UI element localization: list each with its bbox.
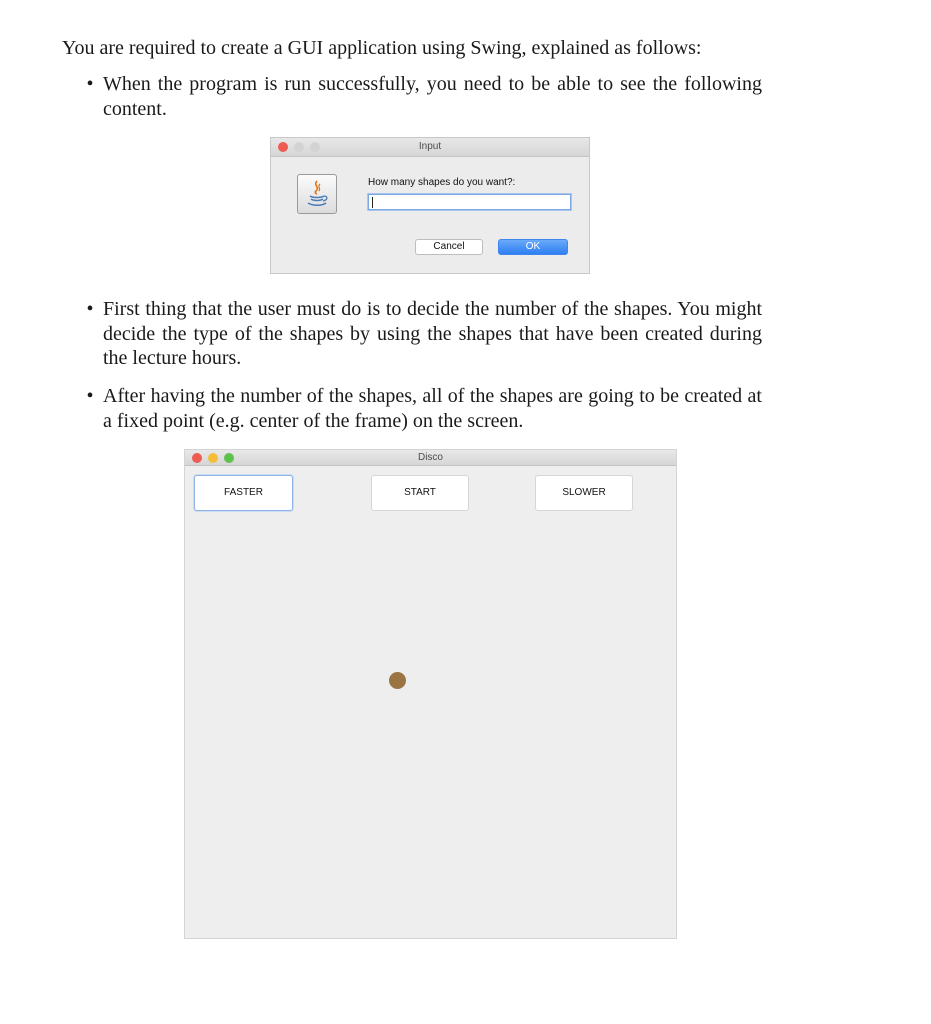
- minimize-window-button[interactable]: [208, 453, 218, 463]
- faster-button[interactable]: FASTER: [194, 475, 293, 511]
- bullet-text: First thing that the user must do is to decide the number of the shapes. You might decide the type of the shapes by using the shapes that have been created during the lecture hours.: [103, 298, 762, 369]
- java-icon: [297, 174, 337, 214]
- ok-button[interactable]: OK: [498, 239, 568, 255]
- cancel-button[interactable]: Cancel: [415, 239, 483, 255]
- close-window-button[interactable]: [278, 142, 288, 152]
- shape-count-input[interactable]: [368, 194, 571, 210]
- bullet-item: [82, 72, 762, 121]
- circle-shape: [389, 672, 406, 689]
- disco-title: Disco: [417, 452, 443, 463]
- bullet-text: When the program is run successfully, you need to be able to see the following content.: [103, 73, 762, 120]
- dialog-titlebar: [271, 138, 589, 157]
- zoom-window-button[interactable]: [310, 142, 320, 152]
- bullet-dot: •: [86, 298, 94, 320]
- bullet-dot: •: [86, 73, 94, 95]
- disco-window: [184, 449, 677, 939]
- zoom-window-button[interactable]: [224, 453, 234, 463]
- slower-button[interactable]: SLOWER: [535, 475, 633, 511]
- disco-titlebar: [185, 450, 676, 466]
- dialog-prompt: How many shapes do you want?:: [368, 177, 516, 188]
- bullet-item: [82, 384, 762, 433]
- bullet-item: [82, 297, 762, 371]
- minimize-window-button[interactable]: [294, 142, 304, 152]
- close-window-button[interactable]: [192, 453, 202, 463]
- start-button[interactable]: START: [371, 475, 469, 511]
- bullet-text: After having the number of the shapes, all of the shapes are going to be created at a fixed point (e.g. center of the frame) on the screen.: [103, 385, 762, 432]
- text-caret: [372, 197, 373, 208]
- input-dialog: [270, 137, 590, 274]
- bullet-dot: •: [86, 385, 94, 407]
- intro-paragraph: You are required to create a GUI application using Swing, explained as follows:: [62, 37, 702, 59]
- dialog-title: Input: [418, 141, 442, 152]
